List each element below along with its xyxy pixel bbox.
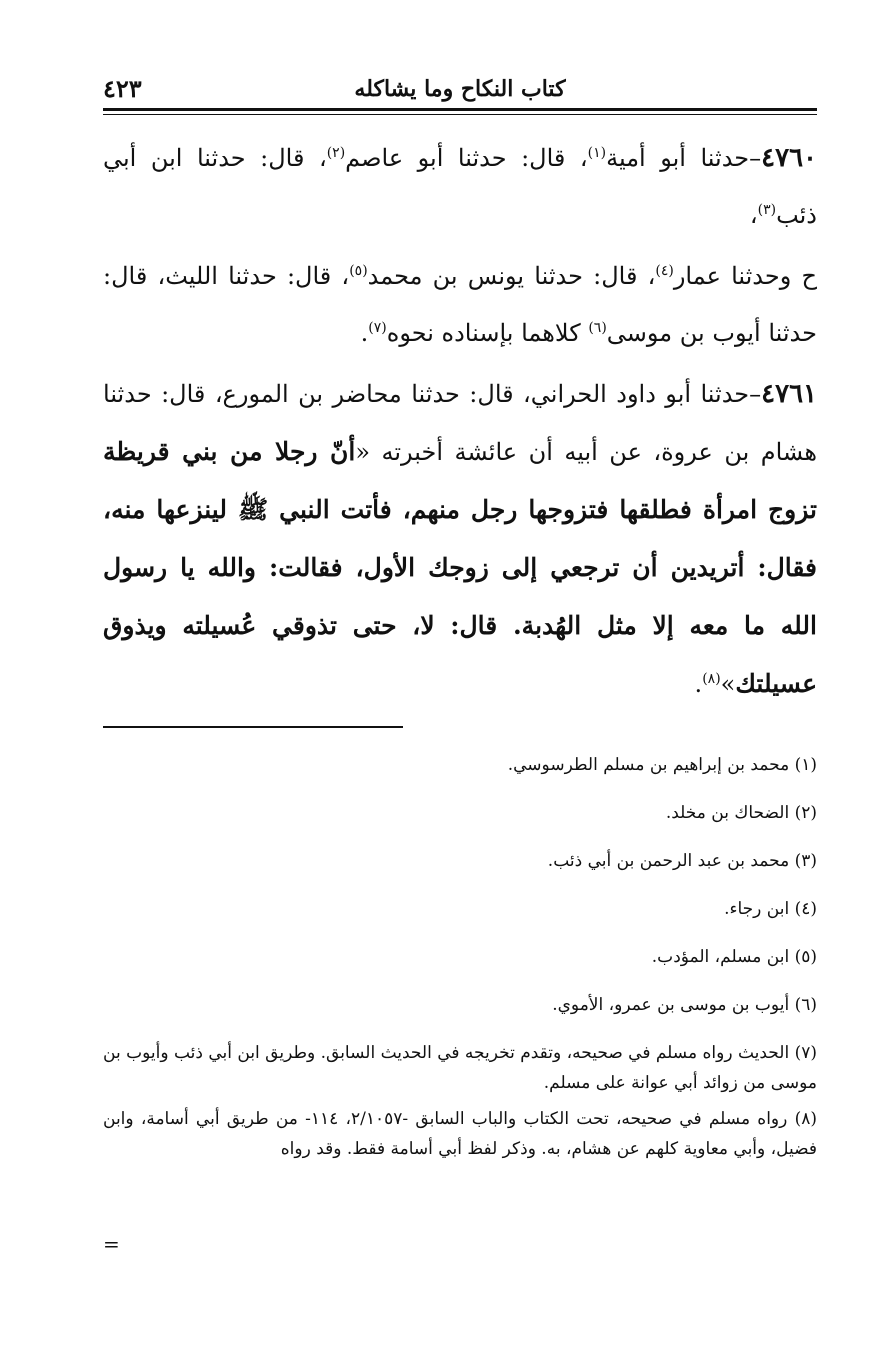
hadith-number: ٤٧٦٠ xyxy=(761,143,817,173)
footnote-ref: (٣) xyxy=(757,202,777,218)
footnote-ref: (٧) xyxy=(368,320,387,336)
footnote-7: (٧) الحديث رواه مسلم في صحيحه، وتقدم تخريجه في الحديث السابق. وطريق ابن أبي ذئب وأيوب بن موسى من زوائد أبي عوانة على مسلم. xyxy=(103,1043,817,1093)
text-segment: ، قال: حدثنا يونس بن محمد xyxy=(367,262,656,290)
page-number: ٤٢٣ xyxy=(103,74,142,103)
footnote-8: (٨) رواه مسلم في صحيحه، تحت الكتاب والباب السابق -٢/١٠٥٧، ١١٤- من طريق أبي أسامة، وابن فضيل، وأبي معاوية كلهم عن هشام، به. وذكر لفظ أبي أسامة فقط. وقد رواه xyxy=(103,1109,817,1159)
text-segment: –حدثنا أبو أمية xyxy=(606,144,762,172)
footnote-ref: (١) xyxy=(587,145,607,161)
footnote-6: (٦) أيوب بن موسى بن عمرو، الأموي. xyxy=(552,995,817,1015)
footnote-4: (٤) ابن رجاء. xyxy=(724,899,817,919)
header-rule-thick xyxy=(103,108,817,111)
chapter-title: كتاب النكاح وما يشاكله xyxy=(354,76,566,102)
text-segment: كلاهما بإسناده نحوه xyxy=(386,319,589,347)
footnotes xyxy=(103,750,817,1170)
footnote-ref: (٢) xyxy=(326,145,346,161)
footnote-3: (٣) محمد بن عبد الرحمن بن أبي ذئب. xyxy=(547,851,817,871)
hadith-4761 xyxy=(103,366,817,713)
text-segment: ، قال: حدثنا الليث، قال: حدثنا أيوب بن موسى xyxy=(103,262,817,347)
footnote-5: (٥) ابن مسلم، المؤدب. xyxy=(651,947,817,967)
main-text xyxy=(103,130,817,717)
running-header xyxy=(103,72,817,106)
hadith-4760-alt-chain xyxy=(103,248,817,362)
hadith-number: ٤٧٦١ xyxy=(761,379,817,409)
footnote-2: (٢) الضحاك بن مخلد. xyxy=(665,803,817,823)
text-segment: . xyxy=(360,319,369,347)
footnote-separator xyxy=(103,726,403,728)
text-segment: ح وحدثنا عمار xyxy=(673,262,817,290)
footnote-ref: (٨) xyxy=(702,671,721,687)
hadith-4760 xyxy=(103,130,817,244)
text-segment: . xyxy=(694,670,703,698)
footnote-1: (١) محمد بن إبراهيم بن مسلم الطرسوسي. xyxy=(507,755,817,775)
hadith-matn: أنّ رجلا من بني قريظة تزوج امرأة فطلقها فتزوجها رجل منهم، فأتت النبي ﷺ لينزعها منه، فقال: أتريدين أن ترجعي إلى زوجك الأول، فقالت: والله يا رسول الله ما معه إلا مثل الهُدبة. قال: لا، حتى تذوقي عُسيلته ويذوق عسيلتك xyxy=(103,437,817,698)
footnote-ref: (٤) xyxy=(655,263,674,279)
footnote-ref: (٦) xyxy=(588,320,607,336)
text-segment: ، قال: حدثنا ابن أبي ذئب xyxy=(103,144,817,229)
text-segment: » xyxy=(720,670,736,698)
continuation-mark: = xyxy=(103,1232,120,1256)
footnote-ref: (٥) xyxy=(349,263,368,279)
text-segment: ، قال: حدثنا أبو عاصم xyxy=(345,144,588,172)
text-segment: ، xyxy=(749,201,758,229)
text-segment: –حدثنا أبو داود الحراني، قال: حدثنا محاضر بن المورع، قال: حدثنا هشام بن عروة، عن أبيه أن عائشة أخبرته « xyxy=(103,380,817,466)
header-rule-thin xyxy=(103,114,817,115)
